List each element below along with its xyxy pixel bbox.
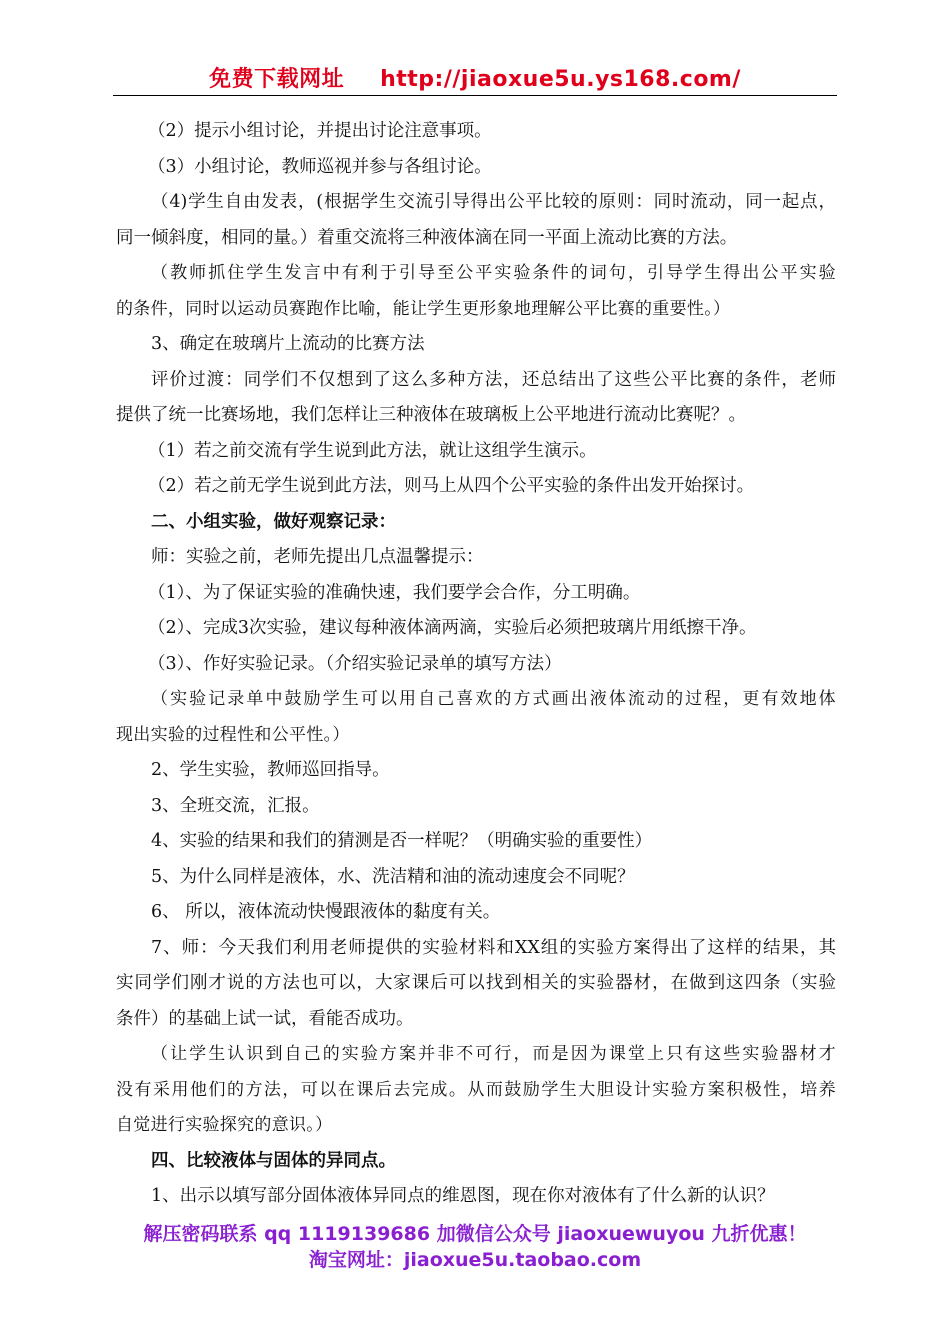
paragraph: 7、师：今天我们利用老师提供的实验材料和XX组的实验方案得出了这样的结果，其 [151,937,836,958]
teacher-note: （让学生认识到自己的实验方案并非不可行，而是因为课堂上只有这些实验器材才 [151,1044,836,1064]
section-heading: 二、小组实验，做好观察记录： [151,511,396,532]
footer-shop-link[interactable]: 淘宝网址：jiaoxue5u.taobao.com [308,1249,642,1271]
section-step: 6、 所以，液体流动快慢跟液体的黏度有关。 [151,902,501,922]
footer-contact: 解压密码联系 qq 1119139686 加微信公众号 jiaoxuewuyou 九折优惠！ [143,1223,807,1245]
paragraph: （3）小组讨论，教师巡视并参与各组讨论。 [148,156,492,177]
paragraph: （1）若之前交流有学生说到此方法，就让这组学生演示。 [148,440,597,461]
paragraph: 提供了统一比赛场地，我们怎样让三种液体在玻璃板上公平地进行流动比赛呢？。 [116,405,746,425]
section-step: 3、确定在玻璃片上流动的比赛方法 [151,334,425,354]
header-url-link[interactable]: http://jiaoxue5u.ys168.com/ [380,67,741,92]
header-divider [113,95,837,96]
header-label: 免费下载网址 [209,67,345,92]
paragraph: 评价过渡：同学们不仅想到了这么多种方法，还总结出了这些公平比赛的条件，老师 [151,369,836,390]
section-step: 5、为什么同样是液体，水、洗洁精和油的流动速度会不同呢？ [151,866,635,887]
paragraph: 实同学们刚才说的方法也可以，大家课后可以找到相关的实验器材，在做到这四条（实验 [116,973,836,993]
paragraph: （1）、为了保证实验的准确快速，我们要学会合作，分工明确。 [148,582,641,603]
download-header [0,62,950,93]
paragraph: （2）、完成3次实验，建议每种液体滴两滴，实验后必须把玻璃片用纸擦干净。 [148,618,757,638]
section-heading: 四、比较液体与固体的异同点。 [151,1150,396,1171]
section-step: 3、全班交流，汇报。 [151,795,320,816]
paragraph: 条件）的基础上试一试，看能否成功。 [116,1008,414,1029]
paragraph: （4)学生自由发表，(根据学生交流引导得出公平比较的原则：同时流动，同一起点， [151,192,836,212]
section-step: 1、出示以填写部分固体液体异同点的维恩图，现在你对液体有了什么新的认识？ [151,1186,775,1206]
teacher-note: 没有采用他们的方法，可以在课后去完成。从而鼓励学生大胆设计实验方案积极性，培养 [116,1079,836,1100]
teacher-note: （实验记录单中鼓励学生可以用自己喜欢的方式画出液体流动的过程，更有效地体 [151,689,836,709]
paragraph: 师：实验之前，老师先提出几点温馨提示： [151,547,484,567]
document-body [116,114,836,1215]
paragraph: （3）、作好实验记录。（介绍实验记录单的填写方法） [148,653,562,674]
teacher-note: 的条件，同时以运动员赛跑作比喻，能让学生更形象地理解公平比赛的重要性。） [116,298,731,319]
paragraph: 同一倾斜度，相同的量。）着重交流将三种液体滴在同一平面上流动比赛的方法。 [116,227,738,248]
section-step: 4、实验的结果和我们的猜测是否一样呢？（明确实验的重要性） [151,831,653,851]
teacher-note: 现出实验的过程性和公平性。） [116,724,350,745]
section-step: 2、学生实验，教师巡回指导。 [151,760,390,780]
paragraph: （2）若之前无学生说到此方法，则马上从四个公平实验的条件出发开始探讨。 [148,476,755,496]
paragraph: （2）提示小组讨论，并提出讨论注意事项。 [148,121,492,141]
teacher-note: 自觉进行实验探究的意识。） [116,1115,333,1135]
teacher-note: （教师抓住学生发言中有利于引导至公平实验条件的词句，引导学生得出公平实验 [151,263,836,283]
